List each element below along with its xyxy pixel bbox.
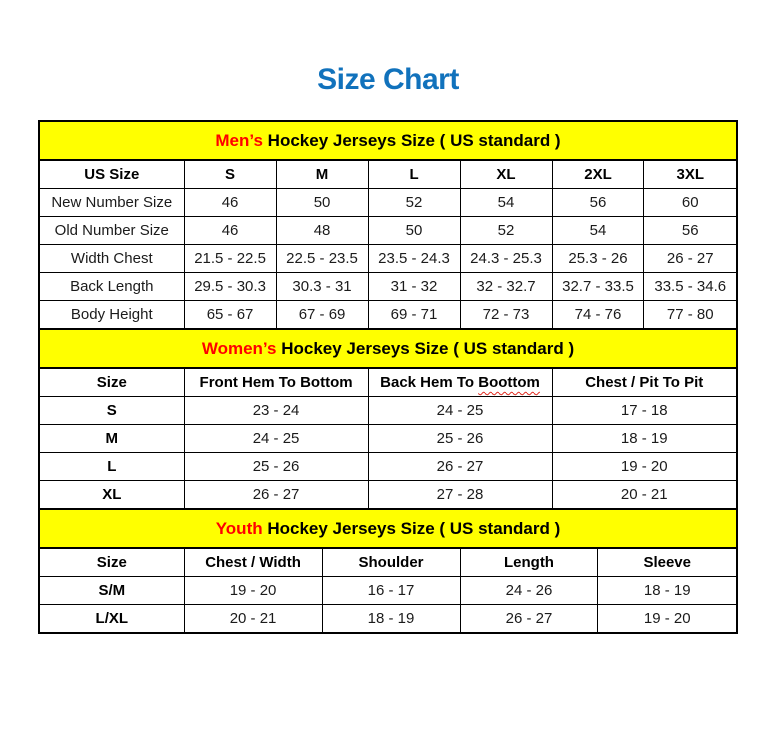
- size-value: 50: [368, 217, 460, 245]
- column-header: [368, 369, 552, 397]
- youth-section-title: Hockey Jerseys Size ( US standard ): [267, 519, 561, 538]
- column-header: L: [368, 161, 460, 189]
- column-header: 3XL: [644, 161, 736, 189]
- mens-header-row: [40, 161, 736, 189]
- size-value: 46: [184, 189, 276, 217]
- table-row: [40, 217, 736, 245]
- size-value: 21.5 - 22.5: [184, 245, 276, 273]
- table-row: [40, 577, 736, 605]
- size-value: 54: [552, 217, 644, 245]
- size-value: 69 - 71: [368, 301, 460, 329]
- column-header: Chest / Pit To Pit: [552, 369, 736, 397]
- size-value: 26 - 27: [644, 245, 736, 273]
- column-header: Size: [40, 549, 184, 577]
- mens-size-table: [40, 161, 736, 328]
- size-value: 50: [276, 189, 368, 217]
- size-value: 23.5 - 24.3: [368, 245, 460, 273]
- womens-header-row: [40, 369, 736, 397]
- size-value: 26 - 27: [460, 605, 598, 633]
- womens-section-title: Hockey Jerseys Size ( US standard ): [281, 339, 575, 358]
- size-chart: [38, 120, 738, 634]
- column-header: XL: [460, 161, 552, 189]
- size-value: 24.3 - 25.3: [460, 245, 552, 273]
- row-label: S: [40, 397, 184, 425]
- size-value: 18 - 19: [552, 425, 736, 453]
- table-row: [40, 481, 736, 509]
- table-row: [40, 301, 736, 329]
- size-value: 48: [276, 217, 368, 245]
- womens-section-header: [40, 328, 736, 369]
- table-row: [40, 425, 736, 453]
- size-value: 16 - 17: [322, 577, 460, 605]
- size-value: 20 - 21: [184, 605, 322, 633]
- row-label: L: [40, 453, 184, 481]
- size-value: 32.7 - 33.5: [552, 273, 644, 301]
- size-value: 46: [184, 217, 276, 245]
- size-value: 24 - 26: [460, 577, 598, 605]
- size-value: 56: [644, 217, 736, 245]
- row-label: M: [40, 425, 184, 453]
- youth-section-highlight: Youth: [215, 519, 263, 538]
- row-label: Width Chest: [40, 245, 184, 273]
- size-value: 25.3 - 26: [552, 245, 644, 273]
- size-value: 74 - 76: [552, 301, 644, 329]
- size-value: 17 - 18: [552, 397, 736, 425]
- size-value: 32 - 32.7: [460, 273, 552, 301]
- column-header: 2XL: [552, 161, 644, 189]
- size-value: 22.5 - 23.5: [276, 245, 368, 273]
- row-label: Old Number Size: [40, 217, 184, 245]
- row-label: New Number Size: [40, 189, 184, 217]
- row-label: Back Length: [40, 273, 184, 301]
- column-header-text: Back Hem To: [380, 374, 475, 391]
- column-header: Size: [40, 369, 184, 397]
- mens-section-title: Hockey Jerseys Size ( US standard ): [267, 131, 561, 150]
- size-value: 29.5 - 30.3: [184, 273, 276, 301]
- column-header: Length: [460, 549, 598, 577]
- womens-section-highlight: Women’s: [201, 339, 277, 358]
- size-value: 27 - 28: [368, 481, 552, 509]
- row-label: L/XL: [40, 605, 184, 633]
- size-value: 25 - 26: [184, 453, 368, 481]
- size-value: 23 - 24: [184, 397, 368, 425]
- size-chart-page: [0, 62, 776, 634]
- table-row: [40, 245, 736, 273]
- size-value: 33.5 - 34.6: [644, 273, 736, 301]
- column-header: Shoulder: [322, 549, 460, 577]
- size-value: 30.3 - 31: [276, 273, 368, 301]
- size-value: 60: [644, 189, 736, 217]
- row-label: XL: [40, 481, 184, 509]
- column-header: M: [276, 161, 368, 189]
- youth-header-row: [40, 549, 736, 577]
- size-value: 26 - 27: [184, 481, 368, 509]
- size-value: 19 - 20: [598, 605, 736, 633]
- youth-size-table: [40, 549, 736, 632]
- row-label: Body Height: [40, 301, 184, 329]
- table-row: [40, 189, 736, 217]
- size-value: 67 - 69: [276, 301, 368, 329]
- size-value: 31 - 32: [368, 273, 460, 301]
- womens-size-table: [40, 369, 736, 508]
- size-value: 18 - 19: [598, 577, 736, 605]
- size-value: 19 - 20: [184, 577, 322, 605]
- size-value: 20 - 21: [552, 481, 736, 509]
- table-row: [40, 397, 736, 425]
- size-value: 52: [368, 189, 460, 217]
- size-value: 24 - 25: [368, 397, 552, 425]
- column-header: US Size: [40, 161, 184, 189]
- page-title: Size Chart: [317, 63, 459, 96]
- size-value: 26 - 27: [368, 453, 552, 481]
- size-value: 52: [460, 217, 552, 245]
- table-row: [40, 453, 736, 481]
- size-value: 56: [552, 189, 644, 217]
- size-value: 54: [460, 189, 552, 217]
- mens-section-highlight: Men’s: [215, 131, 263, 150]
- size-value: 65 - 67: [184, 301, 276, 329]
- size-value: 24 - 25: [184, 425, 368, 453]
- column-header: S: [184, 161, 276, 189]
- column-header: Front Hem To Bottom: [184, 369, 368, 397]
- row-label: S/M: [40, 577, 184, 605]
- column-header: Chest / Width: [184, 549, 322, 577]
- size-value: 77 - 80: [644, 301, 736, 329]
- table-row: [40, 273, 736, 301]
- size-value: 72 - 73: [460, 301, 552, 329]
- mens-section-header: [40, 122, 736, 161]
- table-row: [40, 605, 736, 633]
- size-value: 19 - 20: [552, 453, 736, 481]
- size-value: 18 - 19: [322, 605, 460, 633]
- size-value: 25 - 26: [368, 425, 552, 453]
- misspelled-word: Boottom: [478, 374, 540, 391]
- column-header: Sleeve: [598, 549, 736, 577]
- youth-section-header: [40, 508, 736, 549]
